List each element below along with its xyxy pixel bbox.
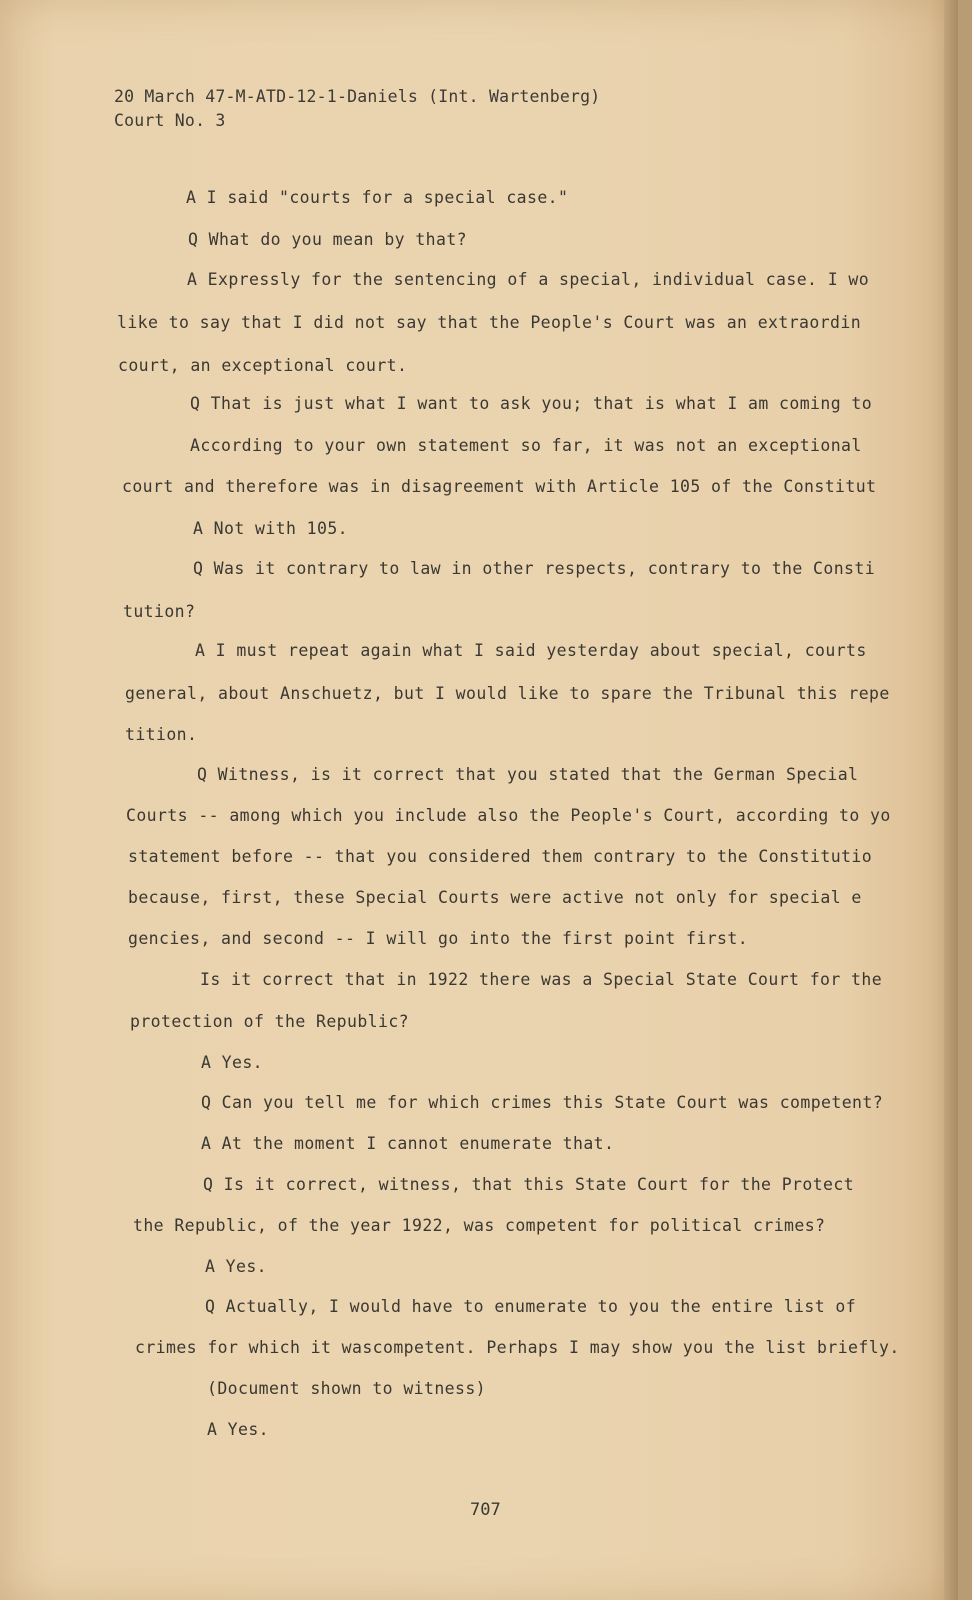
transcript-line: Is it correct that in 1922 there was a Special State Court for the xyxy=(200,970,883,989)
transcript-line: like to say that I did not say that the People's Court was an extraordin xyxy=(117,313,862,332)
transcript-line: tition. xyxy=(125,725,198,744)
transcript-line: Q Actually, I would have to enumerate to you the entire list of xyxy=(205,1297,857,1316)
transcript-line: protection of the Republic? xyxy=(130,1012,410,1031)
transcript-line: gencies, and second -- I will go into the first point first. xyxy=(128,929,749,948)
transcript-line: Q Was it contrary to law in other respects, contrary to the Consti xyxy=(193,559,876,578)
transcript-line: A I said "courts for a special case." xyxy=(186,188,569,207)
transcript-line: A At the moment I cannot enumerate that. xyxy=(201,1134,615,1153)
transcript-line: Courts -- among which you include also the People's Court, according to yo xyxy=(126,806,891,825)
transcript-header xyxy=(114,85,600,133)
transcript-line: A Expressly for the sentencing of a special, individual case. I wo xyxy=(187,270,870,289)
transcript-line: Q What do you mean by that? xyxy=(188,230,468,249)
transcript-line: According to your own statement so far, it was not an exceptional xyxy=(190,436,862,455)
transcript-line: Q Witness, is it correct that you stated that the German Special xyxy=(197,765,859,784)
transcript-line: A Yes. xyxy=(207,1420,270,1439)
transcript-line: because, first, these Special Courts were active not only for special e xyxy=(128,888,862,907)
transcript-line: general, about Anschuetz, but I would like to spare the Tribunal this repe xyxy=(125,684,890,703)
header-line-2: Court No. 3 xyxy=(114,111,226,130)
transcript-line: Q Can you tell me for which crimes this State Court was competent? xyxy=(201,1093,884,1112)
transcript-line: crimes for which it wascompetent. Perhaps I may show you the list briefly. xyxy=(135,1338,900,1357)
transcript-line: Q That is just what I want to ask you; that is what I am coming to xyxy=(190,394,873,413)
transcript-line: court and therefore was in disagreement with Article 105 of the Constitut xyxy=(122,477,877,496)
transcript-line: A I must repeat again what I said yesterday about special, courts xyxy=(195,641,867,660)
transcript-line: the Republic, of the year 1922, was competent for political crimes? xyxy=(133,1216,826,1235)
page-edge xyxy=(944,0,958,1600)
transcript-line: tution? xyxy=(123,602,196,621)
page-number: 707 xyxy=(470,1500,501,1520)
transcript-line: A Yes. xyxy=(205,1257,268,1276)
transcript-line: statement before -- that you considered them contrary to the Constitutio xyxy=(128,847,873,866)
transcript-line: A Yes. xyxy=(201,1053,264,1072)
transcript-line: Q Is it correct, witness, that this State Court for the Protect xyxy=(203,1175,855,1194)
transcript-line: court, an exceptional court. xyxy=(118,356,408,375)
transcript-line: (Document shown to witness) xyxy=(207,1379,487,1398)
transcript-line: A Not with 105. xyxy=(193,519,349,538)
header-line-1: 20 March 47-M-ATD-12-1-Daniels (Int. Wartenberg) xyxy=(114,87,601,106)
